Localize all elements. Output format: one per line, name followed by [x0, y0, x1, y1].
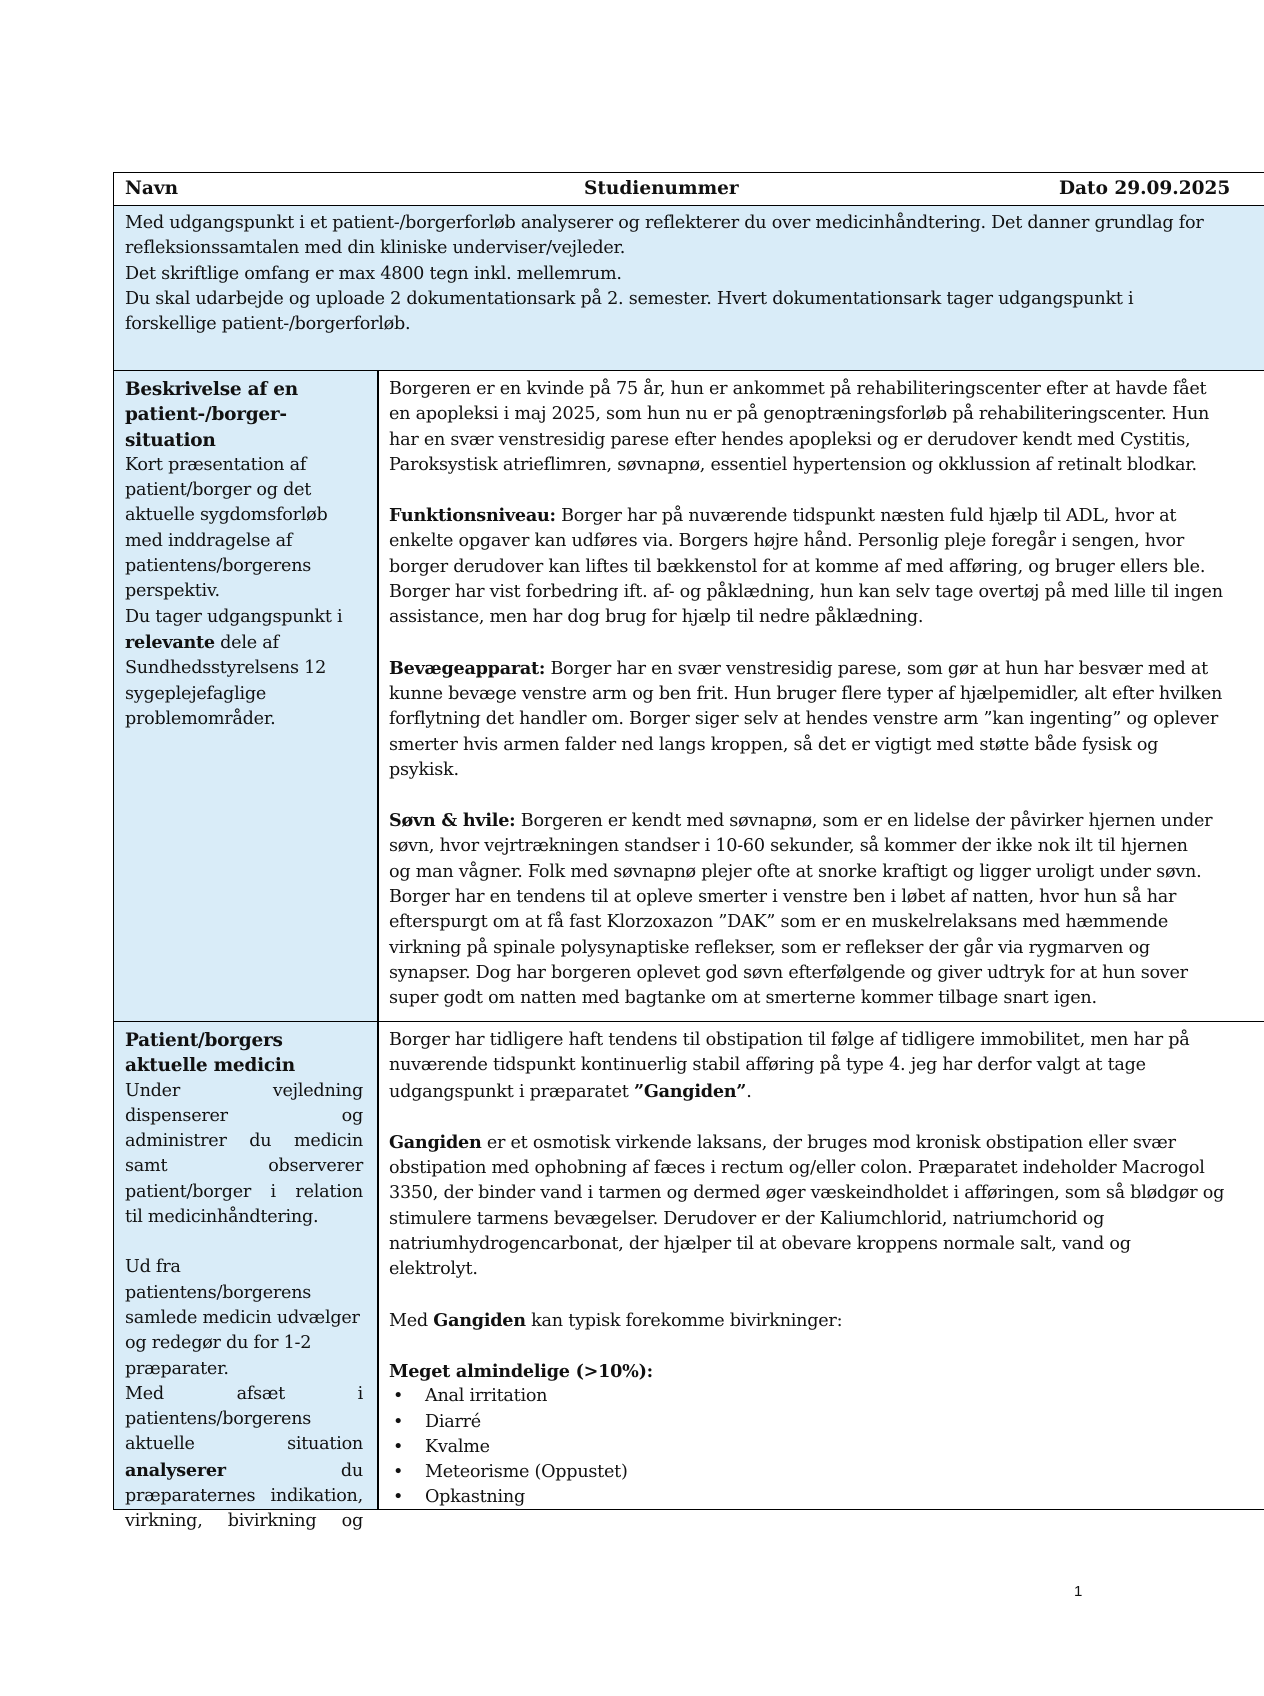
relevante-bold: relevante	[125, 631, 215, 653]
situation-row	[114, 371, 1264, 1022]
bevaegeapparat-paragraph: Bevægeapparat: Borger har en svær venstresidig parese, som gør at hun har besvær med at kunne bevæge venstre arm og ben frit. Hun bruger flere typer af hjælpemidler, alt efter hvilken forflytning det handler om. Borger siger selv at hendes venstre arm ”kan ingenting” og oplever smerter hvis armen falder ned langs kroppen, så det er vigtigt med støtte både fysisk og psykisk.	[389, 657, 1223, 780]
title-line: aktuelle medicin	[125, 1055, 295, 1077]
intro-line: Med udgangspunkt i et patient-/borgerforløb analyserer og reflekterer du over medicinhåndtering. Det danner grundlag for	[125, 213, 1204, 233]
intro-line: forskellige patient-/borgerforløb.	[125, 314, 411, 335]
funktionsniveau-label: Funktionsniveau:	[389, 505, 556, 527]
funktionsniveau-paragraph: Funktionsniveau: Borger har på nuværende tidspunkt næsten fuld hjælp til ADL, hvor at enkelte opgaver kan udføres via. Borgers højre hånd. Personlig pleje foregår i sengen, hvor borger derudover kan liftes til bækkenstol for at komme af med afføring, og bruger ellers ble. Borger har vist forbedring ift. af- og påklædning, hun kan selv tage overtøj på med lille til ingen assistance, men har dog brug for hjælp til nedre påklædning.	[389, 505, 1223, 628]
medicin-left-cell	[114, 1022, 377, 1532]
gangiden-paragraph: Gangiden er et osmotisk virkende laksans, der bruges mod kronisk obstipation eller svær obstipation med ophobning af fæces i rectum og/eller colon. Præparatet indeholder Macrogol 3350, der binder vand i tarmen og dermed øger væskeindholdet i afføringen, som så blødgør og stimulere tarmens bevægelser. Derudover er der Kaliumchlorid, natriumchorid og natriumhydrogencarbonat, der hjælper til at obevare kroppens normale salt, vand og elektrolyt.	[389, 1131, 1225, 1280]
navn-label: Navn	[125, 178, 179, 199]
gangiden-label: Gangiden	[389, 1131, 482, 1153]
bivirkninger-intro: Med Gangiden kan typisk forekomme bivirkninger:	[389, 1309, 843, 1331]
situation-instructions: Kort præsentation af patient/borger og det aktuelle sygdomsforløb med inddragelse af patientens/borgerens perspektiv. Du tager udgangspunkt i relevante dele af Sundhedsstyrelsens 12 sygeplejefaglige problemområder.	[125, 454, 343, 729]
list-item: • Diarré	[393, 1411, 481, 1432]
bevaegeapparat-label: Bevægeapparat:	[389, 657, 546, 679]
list-item: • Opkastning	[393, 1487, 525, 1508]
header-row	[114, 173, 1264, 206]
title-line: Patient/borgers	[125, 1030, 283, 1051]
list-item: • Meteorisme (Oppustet)	[393, 1462, 628, 1483]
page-number: 1	[1074, 1583, 1083, 1600]
intro-row	[114, 206, 1264, 371]
title-line: patient-/borger-	[125, 404, 287, 426]
medicin-intro: Borger har tidligere haft tendens til obstipation til følge af tidligere immobilitet, men har på nuværende tidspunkt kontinuerlig stabil afføring på type 4. jeg har derfor valgt at tage udgangspunkt i præparatet ”Gangiden”.	[389, 1030, 1190, 1102]
intro-line: Du skal udarbejde og uploade 2 dokumentationsark på 2. semester. Hvert dokumentationsark tager udgangspunkt i	[125, 288, 1134, 309]
meget-almindelige-heading: Meget almindelige (>10%):	[389, 1360, 653, 1382]
intro-text	[125, 211, 1204, 337]
title-line: situation	[125, 429, 216, 451]
intro-line: Det skriftlige omfang er max 4800 tegn inkl. mellemrum.	[125, 263, 622, 284]
analyserer-bold: analyserer	[125, 1459, 226, 1481]
medicin-instructions: Under vejledning dispenserer og administrer du medicin samt observerer patient/borger i relation til medicinhåndtering. Ud fra patientens/borgerens samlede medicin udvælger og redegør du for 1-2 præparater. Med afsæt i patientens/borgerens aktuelle situation analyserer du præparaternes indikation, virkning, bivirkning og	[125, 1080, 363, 1532]
medicin-right-cell	[379, 1022, 1264, 1509]
situation-right-cell	[379, 371, 1264, 1021]
soevn-hvile-paragraph: Søvn & hvile: Borgeren er kendt med søvnapnø, som er en lidelse der påvirker hjernen under søvn, hvor vejrtrækningen standser i 10-60 sekunder, så kommer der ikke nok ilt til hjernen og man vågner. Folk med søvnapnø plejer ofte at snorke kraftigt og ligger uroligt under søvn. Borger har en tendens til at opleve smerter i venstre ben i løbet af natten, hvor hun så har efterspurgt om at få fast Klorzoxazon ”DAK” som er en muskelrelaksans med hæmmende virkning på spinale polysynaptiske reflekser, som er reflekser der går via rygmarven og synapser. Dog har borgeren oplevet god søvn efterfølgende og giver udtryk for at hun sover super godt om natten med bagtanke om at smerterne kommer tilbage snart igen.	[389, 810, 1213, 1009]
studienummer-label: Studienummer	[584, 178, 739, 199]
medicin-title	[125, 1028, 363, 1079]
title-line: Beskrivelse af en	[125, 379, 298, 400]
list-item: • Anal irritation	[393, 1386, 548, 1407]
bivirkninger-list	[389, 1384, 1224, 1510]
soevn-hvile-label: Søvn & hvile:	[389, 810, 516, 832]
medicin-row	[114, 1022, 1264, 1532]
list-item: • Kvalme	[393, 1436, 490, 1457]
dato-label: Dato 29.09.2025	[1059, 178, 1231, 199]
gangiden-quoted: ”Gangiden”	[633, 1080, 747, 1102]
intro-line: refleksionssamtalen med din kliniske underviser/vejleder.	[125, 238, 626, 259]
situation-left-cell	[114, 371, 377, 1021]
patient-description: Borgeren er en kvinde på 75 år, hun er ankommet på rehabiliteringscenter efter at havde fået en apopleksi i maj 2025, som hun nu er på genoptræningsforløb på rehabiliteringscenter. Hun har en svær venstresidig parese efter hendes apopleksi og er derudover kendt med Cystitis, Paroksystisk atrieflimren, søvnapnø, essentiel hypertension og okklussion af retinalt blodkar.	[389, 379, 1210, 475]
documentation-sheet	[113, 172, 1264, 1532]
situation-title	[125, 377, 365, 453]
